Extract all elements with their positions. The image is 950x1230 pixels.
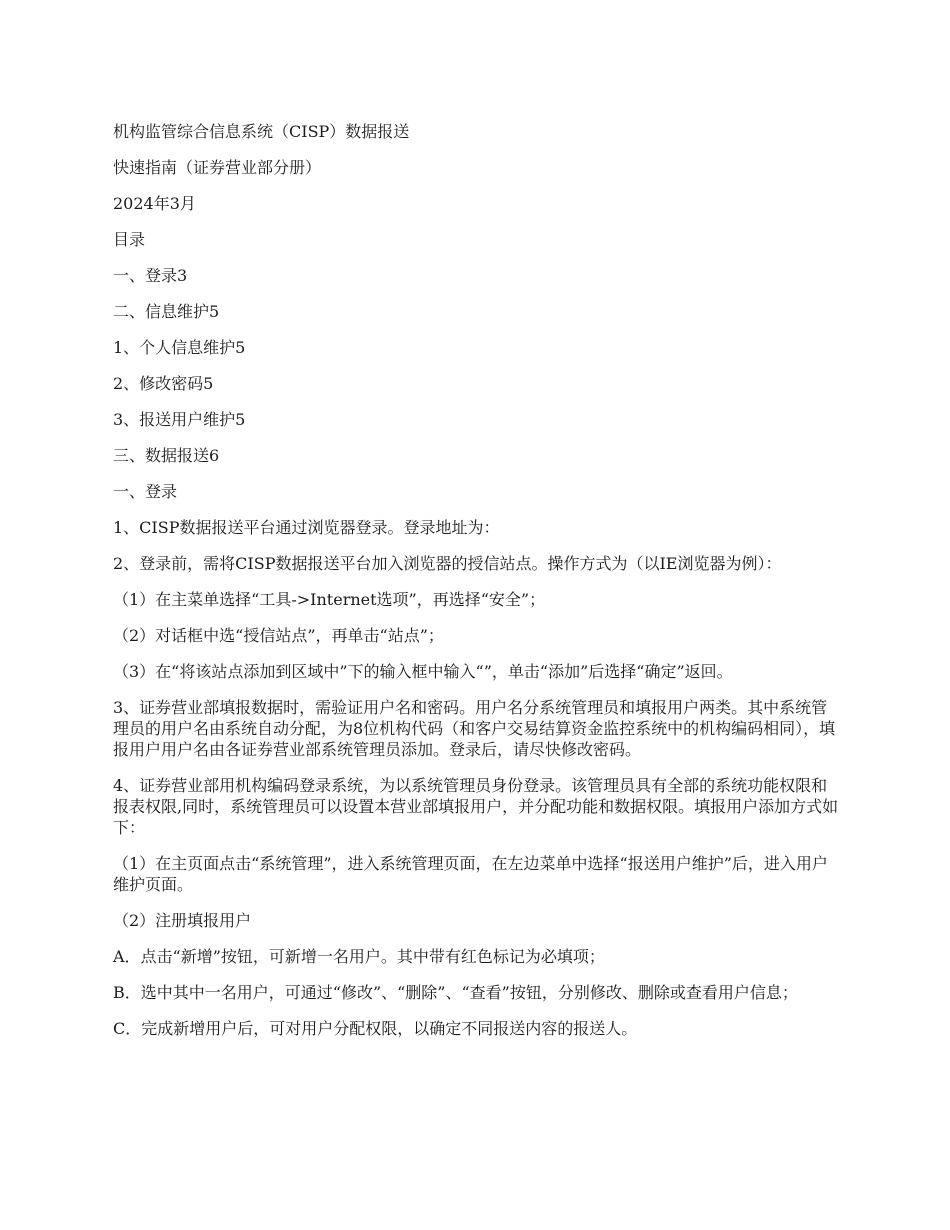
paragraph: 4、证券营业部用机构编码登录系统，为以系统管理员身份登录。该管理员具有全部的系统功能权限和报表权限,同时，系统管理员可以设置本营业部填报用户，并分配功能和数据权限。填报用户添加方式如下： [113, 776, 839, 837]
toc-item-change-password: 2、修改密码5 [113, 374, 214, 393]
paragraph: 3、证券营业部填报数据时，需验证用户名和密码。用户名分系统管理员和填报用户两类。其中系统管理员的用户名由系统自动分配，为8位机构代码（和客户交易结算资金监控系统中的机构编码相同），填报用户用户名由各证券营业部系统管理员添加。登录后，请尽快修改密码。 [113, 698, 836, 759]
paragraph: 2、登录前，需将CISP数据报送平台加入浏览器的授信站点。操作方式为（以IE浏览器为例）： [113, 554, 782, 573]
toc-item-user-maintenance: 3、报送用户维护5 [113, 410, 246, 429]
paragraph: 1、CISP数据报送平台通过浏览器登录。登录地址为： [113, 518, 500, 537]
document-page [113, 121, 839, 1054]
document-subtitle: 快速指南（证券营业部分册） [113, 158, 322, 177]
document-title: 机构监管综合信息系统（CISP）数据报送 [113, 122, 410, 141]
paragraph: （2）对话框中选“授信站点”，再单击“站点”； [113, 626, 444, 645]
toc-item-info-maintenance: 二、信息维护5 [113, 302, 220, 321]
section-heading-login: 一、登录 [113, 482, 178, 501]
paragraph: A．点击“新增”按钮，可新增一名用户。其中带有红色标记为必填项； [113, 947, 605, 966]
document-date: 2024年3月 [113, 194, 196, 213]
paragraph: （3）在“将该站点添加到区域中”下的输入框中输入“”，单击“添加”后选择“确定”返回。 [113, 662, 733, 681]
paragraph: B．选中其中一名用户，可通过“修改”、“删除”、“查看”按钮，分别修改、删除或查看用户信息； [113, 983, 798, 1002]
paragraph: （1）在主菜单选择“工具->Internet选项”，再选择“安全”； [113, 590, 546, 609]
toc-item-data-submission: 三、数据报送6 [113, 446, 220, 465]
toc-item-login: 一、登录3 [113, 266, 188, 285]
paragraph: （2）注册填报用户 [113, 911, 252, 930]
paragraph: （1）在主页面点击“系统管理”，进入系统管理页面，在左边菜单中选择“报送用户维护”后，进入用户维护页面。 [113, 854, 828, 894]
paragraph: C．完成新增用户后，可对用户分配权限，以确定不同报送内容的报送人。 [113, 1019, 638, 1038]
toc-item-personal-info: 1、个人信息维护5 [113, 338, 246, 357]
toc-heading: 目录 [113, 230, 146, 249]
